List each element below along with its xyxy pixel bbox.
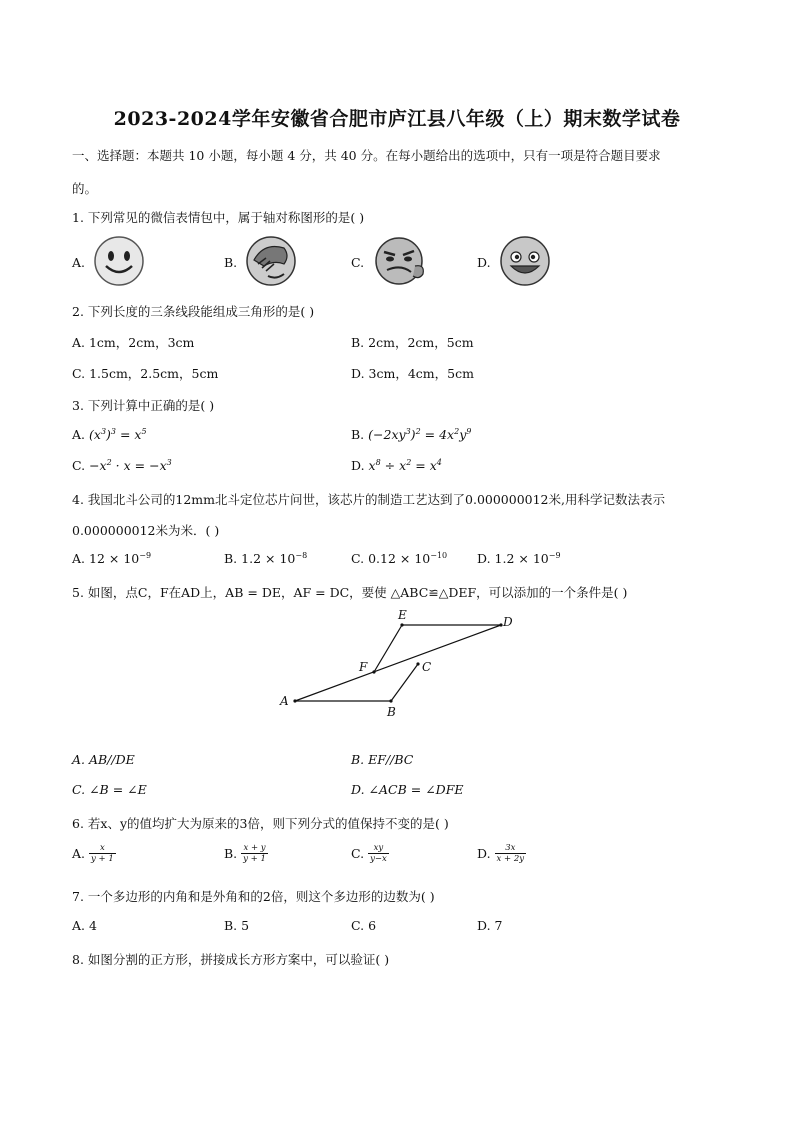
- q7-option-d: D. 7: [477, 918, 503, 933]
- q7-option-b: B. 5: [224, 918, 250, 933]
- q4-option-d-expr: $1.2 \times 10^{-9}$: [494, 551, 561, 566]
- segment-AD: [295, 625, 501, 701]
- q6-option-d-label: D.: [477, 846, 491, 861]
- question-2-stem: 2. 下列长度的三条线段能组成三角形的是( ): [72, 304, 315, 319]
- point-label-A: A: [280, 694, 289, 708]
- q6-option-c-label: C.: [351, 846, 365, 861]
- section-heading-line2: 的。: [72, 181, 98, 196]
- q4-option-d-label: D.: [477, 551, 491, 566]
- q1-option-a: [72, 234, 146, 291]
- q7-option-c: C. 6: [351, 918, 377, 933]
- point-label-D: D: [503, 615, 513, 629]
- q1-option-a-label: A.: [72, 255, 86, 270]
- q4-option-d: [477, 551, 561, 566]
- segment-EF: [374, 625, 402, 672]
- q6-option-c-fraction: $\frac{xy}{y-x}$: [370, 843, 387, 864]
- grin-face-icon: [497, 234, 553, 291]
- question-6-stem: 6. 若x、y的值均扩大为原来的3倍，则下列分式的值保持不变的是( ): [72, 816, 449, 831]
- q2-option-c: C. 1.5cm，2.5cm，5cm: [72, 366, 219, 381]
- q3-option-c-label: C.: [72, 458, 86, 473]
- q1-option-c-label: C.: [351, 255, 365, 270]
- q4-option-a-label: A.: [72, 551, 86, 566]
- question-5-stem: 5. 如图，点C，F在AD上，AB = DE，AF = DC，要使 △ABC≌△DEF，可以添加的一个条件是( ): [72, 585, 628, 600]
- q6-option-d: [477, 843, 526, 864]
- question-1-stem: 1. 下列常见的微信表情包中，属于轴对称图形的是( ): [72, 210, 365, 225]
- point-label-F: F: [359, 660, 368, 674]
- q3-option-b: [351, 427, 471, 442]
- q3-option-d: [351, 458, 442, 473]
- page-title: 2023-2024学年安徽省合肥市庐江县八年级（上）期末数学试卷: [113, 108, 681, 130]
- q6-option-c: [351, 843, 389, 864]
- q2-option-a: A. 1cm，2cm，3cm: [72, 335, 195, 350]
- q1-option-b-label: B.: [224, 255, 238, 270]
- q4-option-a-expr: $12 \times 10^{-9}$: [89, 551, 152, 566]
- q6-option-b: [224, 843, 268, 864]
- q3-option-b-expr: $(-2xy^3)^2 = 4x^2y^9$: [368, 427, 472, 442]
- question-4-stem-line2: 0.000000012米为米．( ): [72, 523, 220, 538]
- q5-option-a: A. AB//DE: [72, 752, 135, 767]
- q3-option-d-label: D.: [351, 458, 365, 473]
- question-4-stem-line1: 4. 我国北斗公司的12mm北斗定位芯片问世，该芯片的制造工艺达到了0.000000012米,用科学记数法表示: [72, 492, 665, 507]
- q3-option-d-expr: $x^8 \div x^2 = x^4$: [368, 458, 442, 473]
- geometry-figure-q5: [270, 600, 530, 725]
- question-7-stem: 7. 一个多边形的内角和是外角和的2倍，则这个多边形的边数为( ): [72, 889, 435, 904]
- q6-option-d-fraction: $\frac{3x}{x + 2y}$: [496, 843, 525, 864]
- q1-option-b: [224, 234, 298, 291]
- q6-option-b-label: B.: [224, 846, 238, 861]
- q3-option-a-label: A.: [72, 427, 86, 442]
- q1-option-c: [351, 234, 429, 291]
- q3-option-b-label: B.: [351, 427, 365, 442]
- question-8-stem: 8. 如图分割的正方形，拼接成长方形方案中，可以验证( ): [72, 952, 390, 967]
- q3-option-a-expr: $(x^3)^3 = x^5$: [89, 427, 147, 442]
- smirk-face-icon: [371, 234, 429, 291]
- q6-option-a-label: A.: [72, 846, 86, 861]
- q1-option-d: [477, 234, 553, 291]
- q3-option-c: [72, 458, 172, 473]
- q4-option-b-label: B.: [224, 551, 238, 566]
- q3-option-c-expr: $-x^2 \cdot x = -x^3$: [89, 458, 172, 473]
- section-heading-line1: 一、选择题：本题共 10 小题，每小题 4 分，共 40 分。在每小题给出的选项中，只有一项是符合题目要求: [72, 148, 661, 163]
- q4-option-c-expr: $0.12 \times 10^{-10}$: [368, 551, 448, 566]
- q6-option-a: [72, 843, 116, 864]
- q3-option-a: [72, 427, 147, 442]
- q2-option-b: B. 2cm，2cm，5cm: [351, 335, 474, 350]
- question-3-stem: 3. 下列计算中正确的是( ): [72, 398, 215, 413]
- q4-option-b: [224, 551, 307, 566]
- point-label-E: E: [398, 608, 407, 622]
- q5-option-c: C. ∠B = ∠E: [72, 782, 147, 797]
- q4-option-c: [351, 551, 447, 566]
- q6-option-b-fraction: $\frac{x + y}{y + 1}$: [243, 843, 266, 864]
- q5-option-b: B. EF//BC: [351, 752, 414, 767]
- q7-option-a: A. 4: [72, 918, 97, 933]
- q5-option-d: D. ∠ACB = ∠DFE: [351, 782, 464, 797]
- q4-option-b-expr: $1.2 \times 10^{-8}$: [241, 551, 308, 566]
- q6-option-a-fraction: $\frac{x}{y + 1}$: [91, 843, 114, 864]
- q4-option-c-label: C.: [351, 551, 365, 566]
- point-label-C: C: [422, 660, 432, 674]
- q2-option-d: D. 3cm，4cm，5cm: [351, 366, 474, 381]
- smiley-face-icon: [92, 234, 146, 291]
- face-palm-icon: [244, 234, 298, 291]
- q1-option-d-label: D.: [477, 255, 491, 270]
- point-label-B: B: [387, 705, 396, 719]
- q4-option-a: [72, 551, 151, 566]
- segment-BC: [391, 664, 418, 701]
